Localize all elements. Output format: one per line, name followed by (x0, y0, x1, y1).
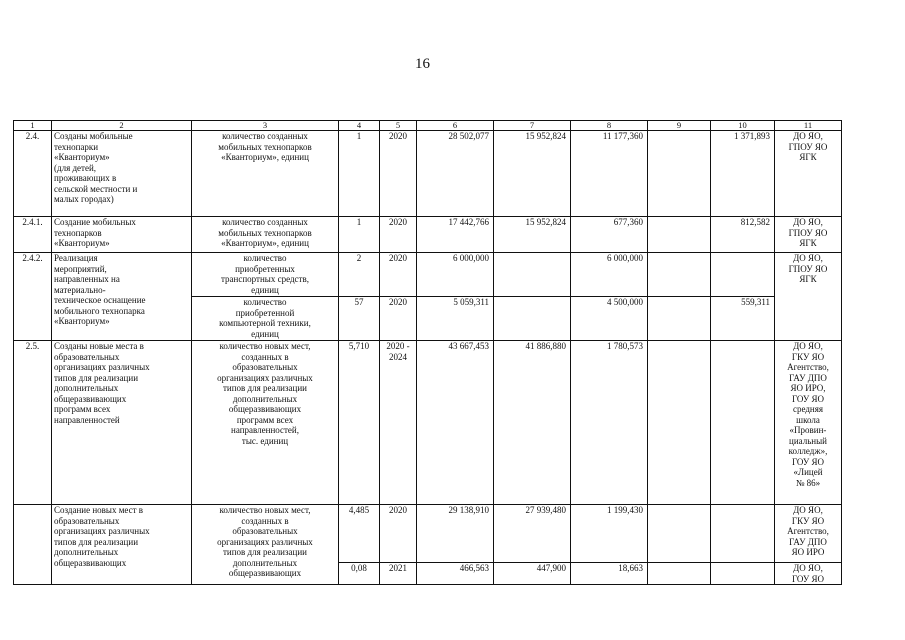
quantity: 5,710 (339, 341, 380, 505)
text-line: созданных в (241, 515, 289, 526)
text-line: ДО ЯО, (793, 131, 823, 141)
total: 43 667,453 (417, 341, 494, 505)
header-cell: 5 (380, 121, 417, 131)
total: 29 138,910 (417, 505, 494, 563)
federal: 15 952,824 (494, 131, 571, 217)
text-line: количество новых мест, (219, 341, 311, 351)
regional: 1 780,573 (571, 341, 648, 505)
row-number: 2.4. (14, 131, 52, 217)
text-line: единиц (251, 328, 279, 339)
table-row (14, 253, 842, 297)
header-row (14, 121, 842, 131)
text-line: мобильного технопарка (54, 305, 145, 316)
text-line: ЯГК (799, 274, 817, 284)
total: 5 059,311 (417, 297, 494, 341)
total: 466,563 (417, 563, 494, 585)
text-line: типов для реализации (54, 536, 139, 547)
executor (775, 217, 842, 253)
quantity: 1 (339, 131, 380, 217)
text-line: количество созданных (222, 217, 308, 227)
text-line: колледж», (788, 446, 828, 456)
quantity: 1 (339, 217, 380, 253)
year: 2020 (380, 131, 417, 217)
table-row (14, 217, 842, 253)
text-line: ЯГК (799, 238, 817, 248)
text-line: ГАУ ДПО (789, 372, 827, 383)
indicator (192, 131, 339, 217)
year: 2021 (380, 563, 417, 585)
local (648, 131, 711, 217)
local (648, 563, 711, 585)
local (648, 297, 711, 341)
text-line: ДО ЯО, (793, 563, 823, 573)
federal: 447,900 (494, 563, 571, 585)
text-line: мобильных технопарков (218, 141, 312, 152)
text-line: общеразвивающих (54, 557, 127, 568)
text-line: общеразвивающих (228, 568, 302, 578)
year: 2020 (380, 217, 417, 253)
text-line: организациях различных (54, 526, 150, 536)
text-line: Агентство, (787, 362, 829, 372)
header-cell: 10 (711, 121, 775, 131)
text-line: ГКУ ЯО (791, 351, 825, 362)
other (711, 505, 775, 563)
header-cell: 6 (417, 121, 494, 131)
executor (775, 505, 842, 563)
year: 2020 (380, 297, 417, 341)
year (380, 341, 417, 505)
text-line: ЯО ИРО (791, 547, 825, 557)
text-line: организациях различных (217, 536, 313, 547)
header-cell: 9 (648, 121, 711, 131)
row-number: 2.4.2. (14, 253, 52, 341)
regional: 11 177,360 (571, 131, 648, 217)
text-line: ГОУ ЯО (791, 573, 825, 584)
text-line: малых городах) (54, 194, 114, 204)
row-number: 2.4.1. (14, 217, 52, 253)
text-line: компьютерной техники, (219, 318, 311, 328)
text-line: циальный (789, 435, 827, 446)
text-line: материально- (54, 284, 106, 295)
federal (494, 253, 571, 297)
row-number: 2.5. (14, 341, 52, 505)
text-line: технопарки (54, 141, 99, 152)
quantity: 57 (339, 297, 380, 341)
federal (494, 297, 571, 341)
indicator (192, 297, 339, 341)
text-line: ЯО ИРО, (790, 383, 826, 393)
text-line: 2020 - (386, 341, 410, 351)
text-line: приобретенных (235, 263, 295, 274)
text-line: ГАУ ДПО (789, 536, 827, 547)
year: 2020 (380, 505, 417, 563)
activity-name (52, 217, 192, 253)
quantity: 0,08 (339, 563, 380, 585)
federal: 15 952,824 (494, 217, 571, 253)
text-line: «Кванториум» (54, 316, 110, 326)
text-line: тыс. единиц (241, 435, 289, 446)
text-line: направленностей, (231, 425, 299, 435)
text-line: общеразвивающих (54, 393, 127, 404)
local (648, 341, 711, 505)
regional: 18,663 (571, 563, 648, 585)
program-table (13, 120, 842, 585)
text-line: количество новых мест, (219, 505, 311, 515)
federal: 27 939,480 (494, 505, 571, 563)
text-line: программ всех (54, 404, 111, 414)
text-line: количество (243, 297, 287, 307)
activity-name (52, 131, 192, 217)
local (648, 253, 711, 297)
text-line: дополнительных (54, 547, 119, 557)
header-cell: 3 (192, 121, 339, 131)
text-line: направленных на (54, 274, 120, 284)
activity-name (52, 253, 192, 341)
indicator (192, 505, 339, 585)
text-line: (для детей, (54, 162, 97, 173)
text-line: приобретенной (235, 307, 295, 318)
text-line: ДО ЯО, (793, 217, 823, 227)
regional: 4 500,000 (571, 297, 648, 341)
text-line: № 86» (795, 477, 821, 488)
text-line: средняя (792, 404, 824, 414)
activity-name (52, 505, 192, 585)
page-number: 16 (415, 56, 430, 72)
text-line: Созданы новые места в (54, 341, 144, 351)
text-line: Агентство, (787, 526, 829, 536)
year: 2020 (380, 253, 417, 297)
text-line: мероприятий, (54, 263, 107, 274)
text-line: типов для реализации (54, 372, 139, 383)
executor (775, 253, 842, 341)
header-cell: 2 (52, 121, 192, 131)
text-line: образовательных (232, 362, 298, 372)
table-row (14, 341, 842, 505)
table-row (14, 131, 842, 217)
text-line: организациях различных (217, 372, 313, 383)
text-line: ГКУ ЯО (791, 515, 825, 526)
indicator (192, 253, 339, 297)
text-line: ГОУ ЯО (791, 456, 825, 467)
other: 1 371,893 (711, 131, 775, 217)
total: 17 442,766 (417, 217, 494, 253)
text-line: Созданы мобильные (54, 131, 133, 141)
text-line: образовательных (54, 351, 120, 362)
text-line: «Провин- (789, 425, 827, 435)
text-line: типов для реализации (222, 547, 307, 557)
text-line: «Кванториум», единиц (221, 238, 309, 248)
text-line: проживающих в (54, 173, 117, 183)
text-line: ЯГК (799, 152, 817, 162)
text-line: ГПОУ ЯО (788, 263, 828, 274)
text-line: ГПОУ ЯО (788, 141, 828, 152)
text-line: ГПОУ ЯО (788, 227, 828, 238)
regional: 1 199,430 (571, 505, 648, 563)
local (648, 217, 711, 253)
text-line: 2024 (389, 351, 407, 362)
text-line: общеразвивающих (228, 404, 302, 414)
text-line: образовательных (232, 526, 298, 536)
text-line: количество (243, 253, 287, 263)
text-line: Создание новых мест в (54, 505, 144, 515)
text-line: ДО ЯО, (793, 253, 823, 263)
text-line: школа (796, 414, 820, 425)
other: 812,582 (711, 217, 775, 253)
text-line: направленностей (54, 414, 120, 425)
indicator (192, 341, 339, 505)
text-line: организациях различных (54, 362, 150, 372)
text-line: дополнительных (54, 383, 119, 393)
text-line: мобильных технопарков (218, 227, 312, 238)
header-cell: 1 (14, 121, 52, 131)
federal: 41 886,880 (494, 341, 571, 505)
text-line: ДО ЯО, (793, 505, 823, 515)
text-line: «Кванториум» (54, 152, 110, 162)
regional: 677,360 (571, 217, 648, 253)
other (711, 341, 775, 505)
row-number (14, 505, 52, 585)
executor (775, 341, 842, 505)
text-line: ДО ЯО, (793, 341, 823, 351)
text-line: дополнительных (232, 557, 298, 568)
activity-name (52, 341, 192, 505)
header-cell: 8 (571, 121, 648, 131)
text-line: «Лицей (793, 467, 823, 477)
total: 6 000,000 (417, 253, 494, 297)
quantity: 2 (339, 253, 380, 297)
text-line: количество созданных (222, 131, 308, 141)
text-line: Реализация (54, 253, 98, 263)
text-line: сельской местности и (54, 183, 138, 194)
text-line: единиц (251, 284, 279, 295)
text-line: созданных в (241, 351, 289, 362)
text-line: «Кванториум», единиц (221, 152, 309, 162)
executor (775, 131, 842, 217)
header-cell: 7 (494, 121, 571, 131)
text-line: образовательных (54, 515, 120, 526)
text-line: ГОУ ЯО (791, 393, 825, 404)
regional: 6 000,000 (571, 253, 648, 297)
text-line: транспортных средств, (221, 274, 309, 284)
text-line: дополнительных (232, 393, 298, 404)
text-line: «Кванториум» (54, 238, 110, 248)
text-line: техническое оснащение (54, 295, 146, 305)
text-line: типов для реализации (222, 383, 307, 393)
other (711, 563, 775, 585)
total: 28 502,077 (417, 131, 494, 217)
table-row (14, 505, 842, 563)
text-line: программ всех (236, 414, 294, 425)
header-cell: 11 (775, 121, 842, 131)
header-cell: 4 (339, 121, 380, 131)
local (648, 505, 711, 563)
quantity: 4,485 (339, 505, 380, 563)
executor (775, 563, 842, 585)
text-line: Создание мобильных (54, 217, 136, 227)
other: 559,311 (711, 297, 775, 341)
indicator (192, 217, 339, 253)
other (711, 253, 775, 297)
text-line: технопарков (54, 227, 102, 238)
